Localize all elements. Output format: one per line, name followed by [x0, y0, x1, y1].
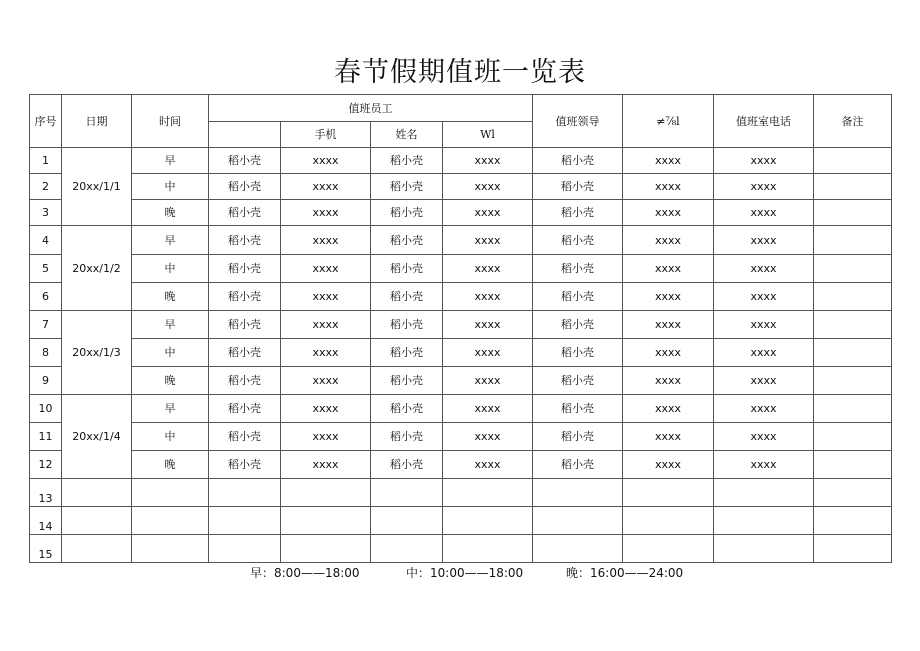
row-staff-name: 稻小壳	[209, 339, 281, 367]
table-row	[30, 311, 892, 339]
row-remark	[814, 451, 892, 479]
row-staff-name-2: 稻小壳	[371, 339, 443, 367]
row-room-phone: xxxx	[714, 283, 814, 311]
row-staff-phone-2: xxxx	[443, 148, 533, 174]
row-empty-cell	[209, 507, 281, 535]
row-staff-name: 稻小壳	[209, 395, 281, 423]
row-leader-phone: xxxx	[623, 339, 714, 367]
row-empty-cell	[814, 479, 892, 507]
row-staff-phone-2: xxxx	[443, 339, 533, 367]
shift-legend	[0, 564, 920, 578]
row-shift: 中	[132, 423, 209, 451]
row-seq: 12	[30, 451, 62, 479]
row-room-phone: xxxx	[714, 226, 814, 255]
header-staff-phone: 手机	[281, 122, 371, 148]
header-remark: 备注	[814, 95, 892, 148]
legend-morning: 早：8:00——18:00	[250, 566, 360, 580]
row-empty-cell	[533, 479, 623, 507]
row-staff-name: 稻小壳	[209, 174, 281, 200]
header-garbled: ≠⅞l	[623, 95, 714, 148]
row-seq: 8	[30, 339, 62, 367]
row-staff-name-2: 稻小壳	[371, 395, 443, 423]
row-shift: 晚	[132, 200, 209, 226]
table-row	[30, 339, 892, 367]
roster-body	[30, 95, 892, 563]
row-staff-phone: xxxx	[281, 339, 371, 367]
header-seq: 序号	[30, 95, 62, 148]
row-remark	[814, 395, 892, 423]
row-remark	[814, 200, 892, 226]
row-seq: 4	[30, 226, 62, 255]
row-staff-name: 稻小壳	[209, 148, 281, 174]
row-empty-cell	[62, 507, 132, 535]
row-staff-phone: xxxx	[281, 226, 371, 255]
row-date: 20xx/1/3	[62, 311, 132, 395]
row-empty-cell	[281, 507, 371, 535]
row-staff-phone-2: xxxx	[443, 283, 533, 311]
row-room-phone: xxxx	[714, 255, 814, 283]
legend-evening: 晚：16:00——24:00	[566, 566, 684, 580]
row-empty-cell	[623, 535, 714, 563]
row-staff-phone: xxxx	[281, 395, 371, 423]
row-staff-name: 稻小壳	[209, 226, 281, 255]
legend-midday: 中：10:00——18:00	[406, 566, 524, 580]
row-empty-cell	[443, 507, 533, 535]
row-leader: 稻小壳	[533, 174, 623, 200]
row-remark	[814, 283, 892, 311]
row-seq: 3	[30, 200, 62, 226]
row-shift: 中	[132, 339, 209, 367]
row-empty-cell	[814, 535, 892, 563]
row-staff-phone-2: xxxx	[443, 451, 533, 479]
row-shift: 中	[132, 255, 209, 283]
row-staff-phone: xxxx	[281, 311, 371, 339]
row-seq: 6	[30, 283, 62, 311]
row-seq: 14	[30, 507, 62, 535]
header-date: 日期	[62, 95, 132, 148]
row-staff-name-2: 稻小壳	[371, 226, 443, 255]
row-leader: 稻小壳	[533, 395, 623, 423]
row-leader-phone: xxxx	[623, 311, 714, 339]
row-staff-phone-2: xxxx	[443, 311, 533, 339]
row-staff-name-2: 稻小壳	[371, 148, 443, 174]
row-room-phone: xxxx	[714, 367, 814, 395]
row-seq: 7	[30, 311, 62, 339]
row-staff-phone: xxxx	[281, 283, 371, 311]
table-row	[30, 226, 892, 255]
row-shift: 早	[132, 311, 209, 339]
row-empty-cell	[62, 479, 132, 507]
row-staff-phone: xxxx	[281, 255, 371, 283]
header-row-1	[30, 95, 892, 122]
row-staff-name: 稻小壳	[209, 451, 281, 479]
row-leader: 稻小壳	[533, 148, 623, 174]
row-room-phone: xxxx	[714, 311, 814, 339]
table-row	[30, 148, 892, 174]
row-empty-cell	[281, 479, 371, 507]
row-remark	[814, 174, 892, 200]
row-remark	[814, 423, 892, 451]
duty-roster-table	[29, 94, 892, 563]
row-empty-cell	[443, 479, 533, 507]
header-staff-group: 值班员工	[209, 95, 533, 122]
row-staff-phone-2: xxxx	[443, 395, 533, 423]
row-shift: 早	[132, 395, 209, 423]
row-staff-name: 稻小壳	[209, 283, 281, 311]
row-leader-phone: xxxx	[623, 423, 714, 451]
row-empty-cell	[533, 535, 623, 563]
table-row	[30, 367, 892, 395]
row-staff-name-2: 稻小壳	[371, 311, 443, 339]
row-remark	[814, 311, 892, 339]
row-empty-cell	[714, 479, 814, 507]
row-empty-cell	[533, 507, 623, 535]
row-empty-cell	[209, 535, 281, 563]
table-row	[30, 174, 892, 200]
row-seq: 2	[30, 174, 62, 200]
row-staff-name-2: 稻小壳	[371, 283, 443, 311]
row-leader-phone: xxxx	[623, 148, 714, 174]
row-empty-cell	[132, 507, 209, 535]
row-leader-phone: xxxx	[623, 395, 714, 423]
row-seq: 1	[30, 148, 62, 174]
page-title: 春节假期值班一览表	[334, 57, 586, 88]
row-staff-name: 稻小壳	[209, 423, 281, 451]
row-staff-phone-2: xxxx	[443, 226, 533, 255]
row-empty-cell	[62, 535, 132, 563]
row-leader: 稻小壳	[533, 200, 623, 226]
row-remark	[814, 367, 892, 395]
row-staff-name-2: 稻小壳	[371, 255, 443, 283]
row-remark	[814, 148, 892, 174]
row-leader: 稻小壳	[533, 226, 623, 255]
table-row	[30, 395, 892, 423]
row-empty-cell	[714, 535, 814, 563]
row-date: 20xx/1/4	[62, 395, 132, 479]
row-staff-phone-2: xxxx	[443, 255, 533, 283]
row-room-phone: xxxx	[714, 339, 814, 367]
row-staff-name-2: 稻小壳	[371, 423, 443, 451]
row-room-phone: xxxx	[714, 423, 814, 451]
row-leader: 稻小壳	[533, 451, 623, 479]
row-leader: 稻小壳	[533, 255, 623, 283]
row-shift: 早	[132, 148, 209, 174]
row-seq: 10	[30, 395, 62, 423]
row-room-phone: xxxx	[714, 395, 814, 423]
row-staff-phone: xxxx	[281, 200, 371, 226]
row-staff-phone: xxxx	[281, 367, 371, 395]
row-empty-cell	[371, 535, 443, 563]
table-row	[30, 451, 892, 479]
row-empty-cell	[623, 479, 714, 507]
row-leader: 稻小壳	[533, 367, 623, 395]
row-staff-phone-2: xxxx	[443, 367, 533, 395]
row-staff-phone-2: xxxx	[443, 200, 533, 226]
row-empty-cell	[281, 535, 371, 563]
row-room-phone: xxxx	[714, 200, 814, 226]
row-shift: 中	[132, 174, 209, 200]
table-row-empty	[30, 507, 892, 535]
row-room-phone: xxxx	[714, 148, 814, 174]
row-empty-cell	[714, 507, 814, 535]
row-staff-phone: xxxx	[281, 148, 371, 174]
row-staff-phone: xxxx	[281, 451, 371, 479]
row-empty-cell	[623, 507, 714, 535]
table-row	[30, 423, 892, 451]
row-staff-name: 稻小壳	[209, 367, 281, 395]
row-date: 20xx/1/2	[62, 226, 132, 311]
header-staff-blank	[209, 122, 281, 148]
row-staff-phone: xxxx	[281, 423, 371, 451]
row-shift: 早	[132, 226, 209, 255]
table-row	[30, 283, 892, 311]
row-staff-phone-2: xxxx	[443, 174, 533, 200]
row-staff-phone-2: xxxx	[443, 423, 533, 451]
table-row	[30, 200, 892, 226]
row-staff-name: 稻小壳	[209, 200, 281, 226]
row-remark	[814, 255, 892, 283]
row-staff-name-2: 稻小壳	[371, 200, 443, 226]
header-room-phone: 值班室电话	[714, 95, 814, 148]
row-leader-phone: xxxx	[623, 255, 714, 283]
row-leader-phone: xxxx	[623, 200, 714, 226]
header-time: 时间	[132, 95, 209, 148]
row-room-phone: xxxx	[714, 451, 814, 479]
row-seq: 11	[30, 423, 62, 451]
row-empty-cell	[371, 479, 443, 507]
row-seq: 5	[30, 255, 62, 283]
row-leader: 稻小壳	[533, 311, 623, 339]
row-room-phone: xxxx	[714, 174, 814, 200]
row-leader-phone: xxxx	[623, 451, 714, 479]
row-staff-name: 稻小壳	[209, 255, 281, 283]
header-staff-wl: Wl	[443, 122, 533, 148]
row-staff-name: 稻小壳	[209, 311, 281, 339]
row-remark	[814, 339, 892, 367]
row-shift: 晚	[132, 283, 209, 311]
row-empty-cell	[209, 479, 281, 507]
row-staff-phone: xxxx	[281, 174, 371, 200]
row-leader: 稻小壳	[533, 339, 623, 367]
row-staff-name-2: 稻小壳	[371, 367, 443, 395]
row-empty-cell	[814, 507, 892, 535]
row-leader-phone: xxxx	[623, 226, 714, 255]
table-row-empty	[30, 535, 892, 563]
row-seq: 15	[30, 535, 62, 563]
row-empty-cell	[371, 507, 443, 535]
row-empty-cell	[443, 535, 533, 563]
row-empty-cell	[132, 479, 209, 507]
row-empty-cell	[132, 535, 209, 563]
row-seq: 13	[30, 479, 62, 507]
row-leader: 稻小壳	[533, 283, 623, 311]
header-leader: 值班领导	[533, 95, 623, 148]
row-leader-phone: xxxx	[623, 174, 714, 200]
row-leader-phone: xxxx	[623, 367, 714, 395]
row-remark	[814, 226, 892, 255]
row-staff-name-2: 稻小壳	[371, 174, 443, 200]
row-shift: 晚	[132, 451, 209, 479]
row-shift: 晚	[132, 367, 209, 395]
header-staff-name: 姓名	[371, 122, 443, 148]
table-row-empty	[30, 479, 892, 507]
row-date: 20xx/1/1	[62, 148, 132, 226]
row-seq: 9	[30, 367, 62, 395]
row-leader-phone: xxxx	[623, 283, 714, 311]
table-row	[30, 255, 892, 283]
row-leader: 稻小壳	[533, 423, 623, 451]
row-staff-name-2: 稻小壳	[371, 451, 443, 479]
